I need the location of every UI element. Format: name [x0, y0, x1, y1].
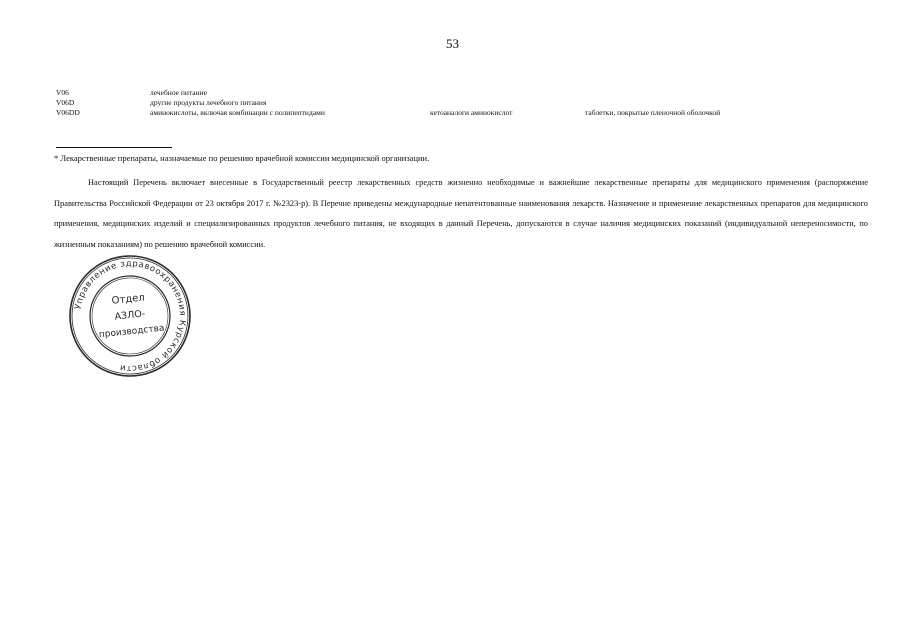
- atc-code: V06D: [56, 98, 75, 107]
- stamp-line-3: производства: [98, 323, 165, 341]
- atc-group: лечебное питание: [150, 88, 207, 97]
- official-stamp: [66, 252, 194, 380]
- footnote-divider: [56, 147, 172, 148]
- atc-group: другие продукты лечебного питания: [150, 98, 267, 107]
- footnote: * Лекарственные препараты, назначаемые по решению врачебной комиссии медицинской организации.: [54, 153, 430, 163]
- stamp-line-1: Отдел: [111, 292, 146, 307]
- atc-code: V06DD: [56, 108, 80, 117]
- page-number: 53: [446, 36, 459, 51]
- drug-name: кетоаналоги аминокислот: [430, 108, 513, 117]
- atc-group: аминокислоты, включая комбинации с полипептидами: [150, 108, 325, 117]
- atc-code: V06: [56, 88, 69, 97]
- closing-paragraph: Настоящий Перечень включает внесенные в Государственный реестр лекарственных средств жизненно необходимые и важнейшие лекарственные препараты для медицинского применения (распоряжение Правительства Российской Федерации от 23 октября 2017 г. №2323-р). В Перечне приведены международные непатентованные наименования лекарств. Назначение и применение лекарственных препаратов для медицинского применения, медицинских изделий и специализированных продуктов лечебного питания, не входящих в данный Перечень, допускаются в случае наличия медицинских показаний (индивидуальной непереносимости, по жизненным показаниям) по решению врачебной комиссии.: [54, 178, 868, 249]
- stamp-ring-text: Управление здравоохранения Курской области: [73, 258, 188, 374]
- stamp-line-2: АЗЛО-: [114, 308, 146, 323]
- dosage-form: таблетки, покрытые пленочной оболочкой: [585, 108, 721, 117]
